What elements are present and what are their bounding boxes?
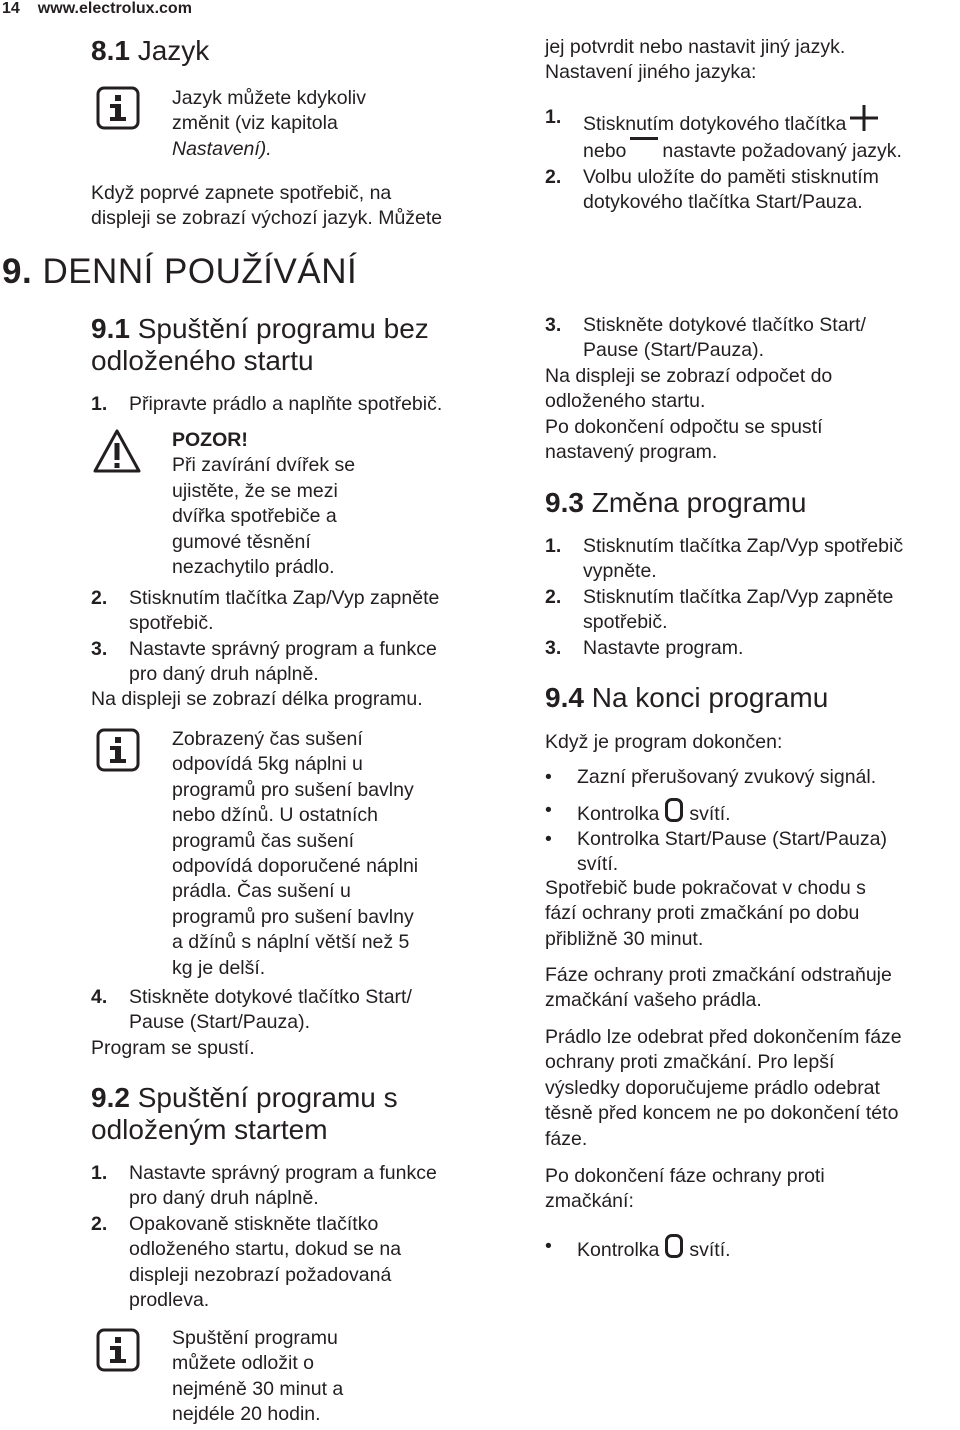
note-line: odpovídá 5kg náplni u	[172, 753, 363, 776]
step-number: 2.	[545, 165, 562, 188]
steps-9-1-b	[91, 586, 439, 688]
step-text: Stisknutím tlačítka Zap/Vyp zapněte	[129, 587, 440, 609]
note-line: můžete odložit o	[172, 1352, 314, 1375]
bullet-item	[545, 827, 887, 878]
note-line: programů pro sušení bavlny	[172, 778, 414, 801]
bullet-text: Kontrolka	[577, 1239, 660, 1261]
plus-icon	[850, 105, 878, 131]
note-line: Nastavení).	[172, 137, 272, 160]
section-title-text: Spuštění programu bez	[137, 313, 429, 344]
text-line: Prádlo lze odebrat před dokončením fáze	[545, 1026, 902, 1048]
steps-language	[545, 105, 902, 216]
bullet-text: Zazní přerušovaný zvukový signál.	[577, 766, 877, 788]
text-line: výsledky doporučujeme prádlo odebrat	[545, 1076, 880, 1099]
steps-9-3	[545, 534, 903, 661]
section-number: 8.1	[91, 35, 130, 66]
text-line: Když poprvé zapnete spotřebič, na	[91, 182, 392, 204]
program-start-text: Program se spustí.	[91, 1037, 255, 1059]
step-text: Opakovaně stiskněte tlačítko	[129, 1212, 379, 1235]
step-item	[545, 585, 903, 636]
bullet-text: svítí.	[689, 1239, 731, 1261]
text-line: ochrany proti zmačkání. Pro lepší	[545, 1051, 835, 1074]
steps-9-2-cont	[545, 313, 866, 364]
text-line: jej potvrdit nebo nastavit jiný jazyk.	[545, 36, 846, 58]
countdown-text	[545, 364, 832, 466]
step-text: prodleva.	[129, 1289, 210, 1312]
anti-crease-paragraph-4	[545, 1164, 825, 1215]
program-duration-text: Na displeji se zobrazí délka programu.	[91, 688, 423, 710]
note-line: Spuštění programu	[172, 1327, 338, 1349]
step-number: 1.	[91, 393, 108, 415]
step-number: 3.	[545, 636, 562, 659]
note-drying-time	[172, 727, 418, 981]
text-line: odloženého startu.	[545, 390, 706, 413]
door-lock-icon	[665, 1234, 683, 1258]
section-title-text: Změna programu	[591, 487, 807, 518]
step-item	[545, 313, 866, 364]
section-number: 9.4	[545, 682, 584, 713]
text-line: zmačkání:	[545, 1190, 634, 1213]
bullet-text: svítí.	[689, 803, 731, 826]
text-line: fáze.	[545, 1127, 588, 1150]
text-line: Spotřebič bude pokračovat v chodu s	[545, 877, 866, 899]
warning-line: Při zavírání dvířek se	[172, 454, 356, 477]
step-item	[545, 534, 903, 585]
step-text: Volbu uložíte do paměti stisknutím	[583, 165, 879, 188]
step-text: spotřebič.	[129, 612, 214, 635]
step-number: 4.	[91, 986, 108, 1008]
section-title-text: Na konci programu	[591, 682, 829, 713]
section-title-text: Jazyk	[137, 35, 210, 66]
warning-line: gumové těsnění	[172, 530, 311, 553]
note-line: odpovídá doporučené náplni	[172, 855, 419, 878]
chapter-title-text: DENNÍ POUŽÍVÁNÍ	[42, 252, 358, 291]
bullet-text: svítí.	[577, 853, 619, 876]
info-icon	[96, 86, 140, 130]
note-delay-range	[172, 1326, 343, 1428]
paragraph-default-language	[91, 181, 442, 232]
page-number: 14	[2, 0, 20, 17]
step-text: pro daný druh náplně.	[129, 1187, 319, 1210]
step-text: displeji nezobrazí požadovaná	[129, 1263, 392, 1286]
step-text: dotykového tlačítka Start/Pauza.	[583, 191, 863, 214]
step-item	[91, 1212, 437, 1314]
step-text: Stisknutím dotykového tlačítka	[583, 113, 847, 135]
text-line: fází ochrany proti zmačkání po dobu	[545, 902, 860, 925]
step-number: 1.	[545, 106, 562, 128]
text-line: Po dokončení odpočtu se spustí	[545, 415, 823, 438]
step-item	[91, 586, 439, 637]
section-9-3-title	[545, 487, 806, 519]
page-header	[2, 0, 192, 18]
section-number: 9.2	[91, 1082, 130, 1113]
step-number: 1.	[91, 1162, 108, 1184]
text-line: Po dokončení fáze ochrany proti	[545, 1165, 825, 1187]
step-text: Pause (Start/Pauza).	[129, 1011, 311, 1034]
step-number: 2.	[545, 585, 562, 608]
step-text: nastavte požadovaný jazyk.	[662, 140, 902, 163]
info-icon	[96, 1328, 140, 1372]
section-9-1-title	[91, 313, 429, 377]
note-line: nebo džínů. U ostatních	[172, 804, 378, 827]
note-line: Jazyk můžete kdykoliv	[172, 87, 366, 109]
end-bullets-b	[545, 1234, 731, 1263]
chapter-number: 9.	[2, 252, 33, 291]
anti-crease-paragraph-3	[545, 1025, 902, 1152]
bullet-text: • Kontrolka Start/Pause (Start/Pauza)	[577, 827, 887, 850]
warning-line: nezachytilo prádlo.	[172, 556, 335, 579]
step-text: Stisknutím tlačítka Zap/Vyp spotřebič	[583, 535, 904, 557]
step-text: Připravte prádlo a naplňte spotřebič.	[129, 393, 443, 415]
note-line: změnit (viz kapitola	[172, 112, 338, 135]
warning-box	[172, 428, 355, 580]
door-lock-icon	[665, 798, 683, 822]
bullet-item	[545, 798, 887, 827]
warning-icon	[92, 428, 142, 474]
section-number: 9.3	[545, 487, 584, 518]
section-title-text: odloženého startu	[91, 345, 314, 376]
bullet-item	[545, 1234, 731, 1263]
note-line: programů pro sušení bavlny	[172, 905, 414, 928]
steps-9-1-c	[91, 985, 412, 1036]
step-text: Stiskněte dotykové tlačítko Start/	[583, 314, 866, 336]
step-number: 2.	[91, 1212, 108, 1235]
step-text: Nastavte správný program a funkce	[129, 1162, 437, 1184]
note-line: nejméně 30 minut a	[172, 1377, 344, 1400]
step-number: 2.	[91, 587, 108, 609]
section-9-4-title	[545, 682, 828, 714]
step-number: 1.	[545, 535, 562, 557]
bullet-item	[545, 765, 887, 790]
steps-9-2	[91, 1161, 437, 1313]
step-number: 3.	[91, 637, 108, 660]
step-number: 3.	[545, 314, 562, 336]
step-text: Nastavte program.	[583, 636, 744, 659]
note-line: prádla. Čas sušení u	[172, 880, 351, 903]
step-item	[91, 1161, 437, 1212]
step-item	[91, 985, 412, 1036]
bullet-text: Kontrolka	[577, 803, 660, 826]
step-text: vypněte.	[583, 560, 657, 583]
text-line: těsně před koncem ne po dokončení této	[545, 1102, 899, 1125]
text-line: zmačkání vašeho prádla.	[545, 989, 762, 1012]
step-item	[545, 636, 903, 661]
anti-crease-paragraph-2	[545, 963, 892, 1014]
warning-line: ujistěte, že se mezi	[172, 479, 338, 502]
section-title-text: Spuštění programu s	[137, 1082, 398, 1113]
step-item	[91, 637, 439, 688]
note-line: Zobrazený čas sušení	[172, 728, 363, 750]
site-url[interactable]: www.electrolux.com	[37, 0, 192, 17]
text-line: přibližně 30 minut.	[545, 927, 704, 950]
step-text: nebo	[583, 140, 627, 163]
text-line: Fáze ochrany proti zmačkání odstraňuje	[545, 964, 892, 986]
anti-crease-paragraph-1	[545, 876, 866, 952]
section-8-1-title	[91, 35, 209, 67]
text-line: nastavený program.	[545, 441, 718, 464]
program-finished-intro: Když je program dokončen:	[545, 731, 783, 753]
end-bullets-a	[545, 765, 887, 878]
section-9-2-title	[91, 1082, 398, 1146]
minus-icon	[630, 137, 658, 155]
note-line: nejdéle 20 hodin.	[172, 1403, 321, 1426]
step-item	[545, 105, 902, 165]
section-number: 9.1	[91, 313, 130, 344]
warning-line: dvířka spotřebiče a	[172, 505, 337, 528]
step-text: pro daný druh náplně.	[129, 663, 319, 686]
step-text: spotřebič.	[583, 611, 668, 634]
note-line: programů čas sušení	[172, 829, 355, 852]
note-line: a džínů s náplní větší než 5	[172, 931, 410, 954]
text-line: displeji se zobrazí výchozí jazyk. Můžete	[91, 207, 443, 230]
language-continuation	[545, 35, 845, 86]
step-item	[91, 392, 442, 417]
step-text: Nastavte správný program a funkce	[129, 637, 437, 660]
text-line: Na displeji se zobrazí odpočet do	[545, 365, 833, 387]
text-line: Nastavení jiného jazyka:	[545, 61, 757, 84]
steps-9-1-a	[91, 392, 442, 417]
chapter-9-title	[2, 252, 357, 292]
step-item	[545, 165, 902, 216]
step-text: odloženého startu, dokud se na	[129, 1238, 402, 1261]
step-text: Pause (Start/Pauza).	[583, 339, 765, 362]
note-language	[172, 86, 366, 162]
warning-title: POZOR!	[172, 429, 248, 451]
note-line: kg je delší.	[172, 956, 266, 979]
section-title-text: odloženým startem	[91, 1114, 328, 1145]
step-text: Stisknutím tlačítka Zap/Vyp zapněte	[583, 585, 894, 608]
step-text: Stiskněte dotykové tlačítko Start/	[129, 986, 412, 1008]
info-icon	[96, 728, 140, 772]
